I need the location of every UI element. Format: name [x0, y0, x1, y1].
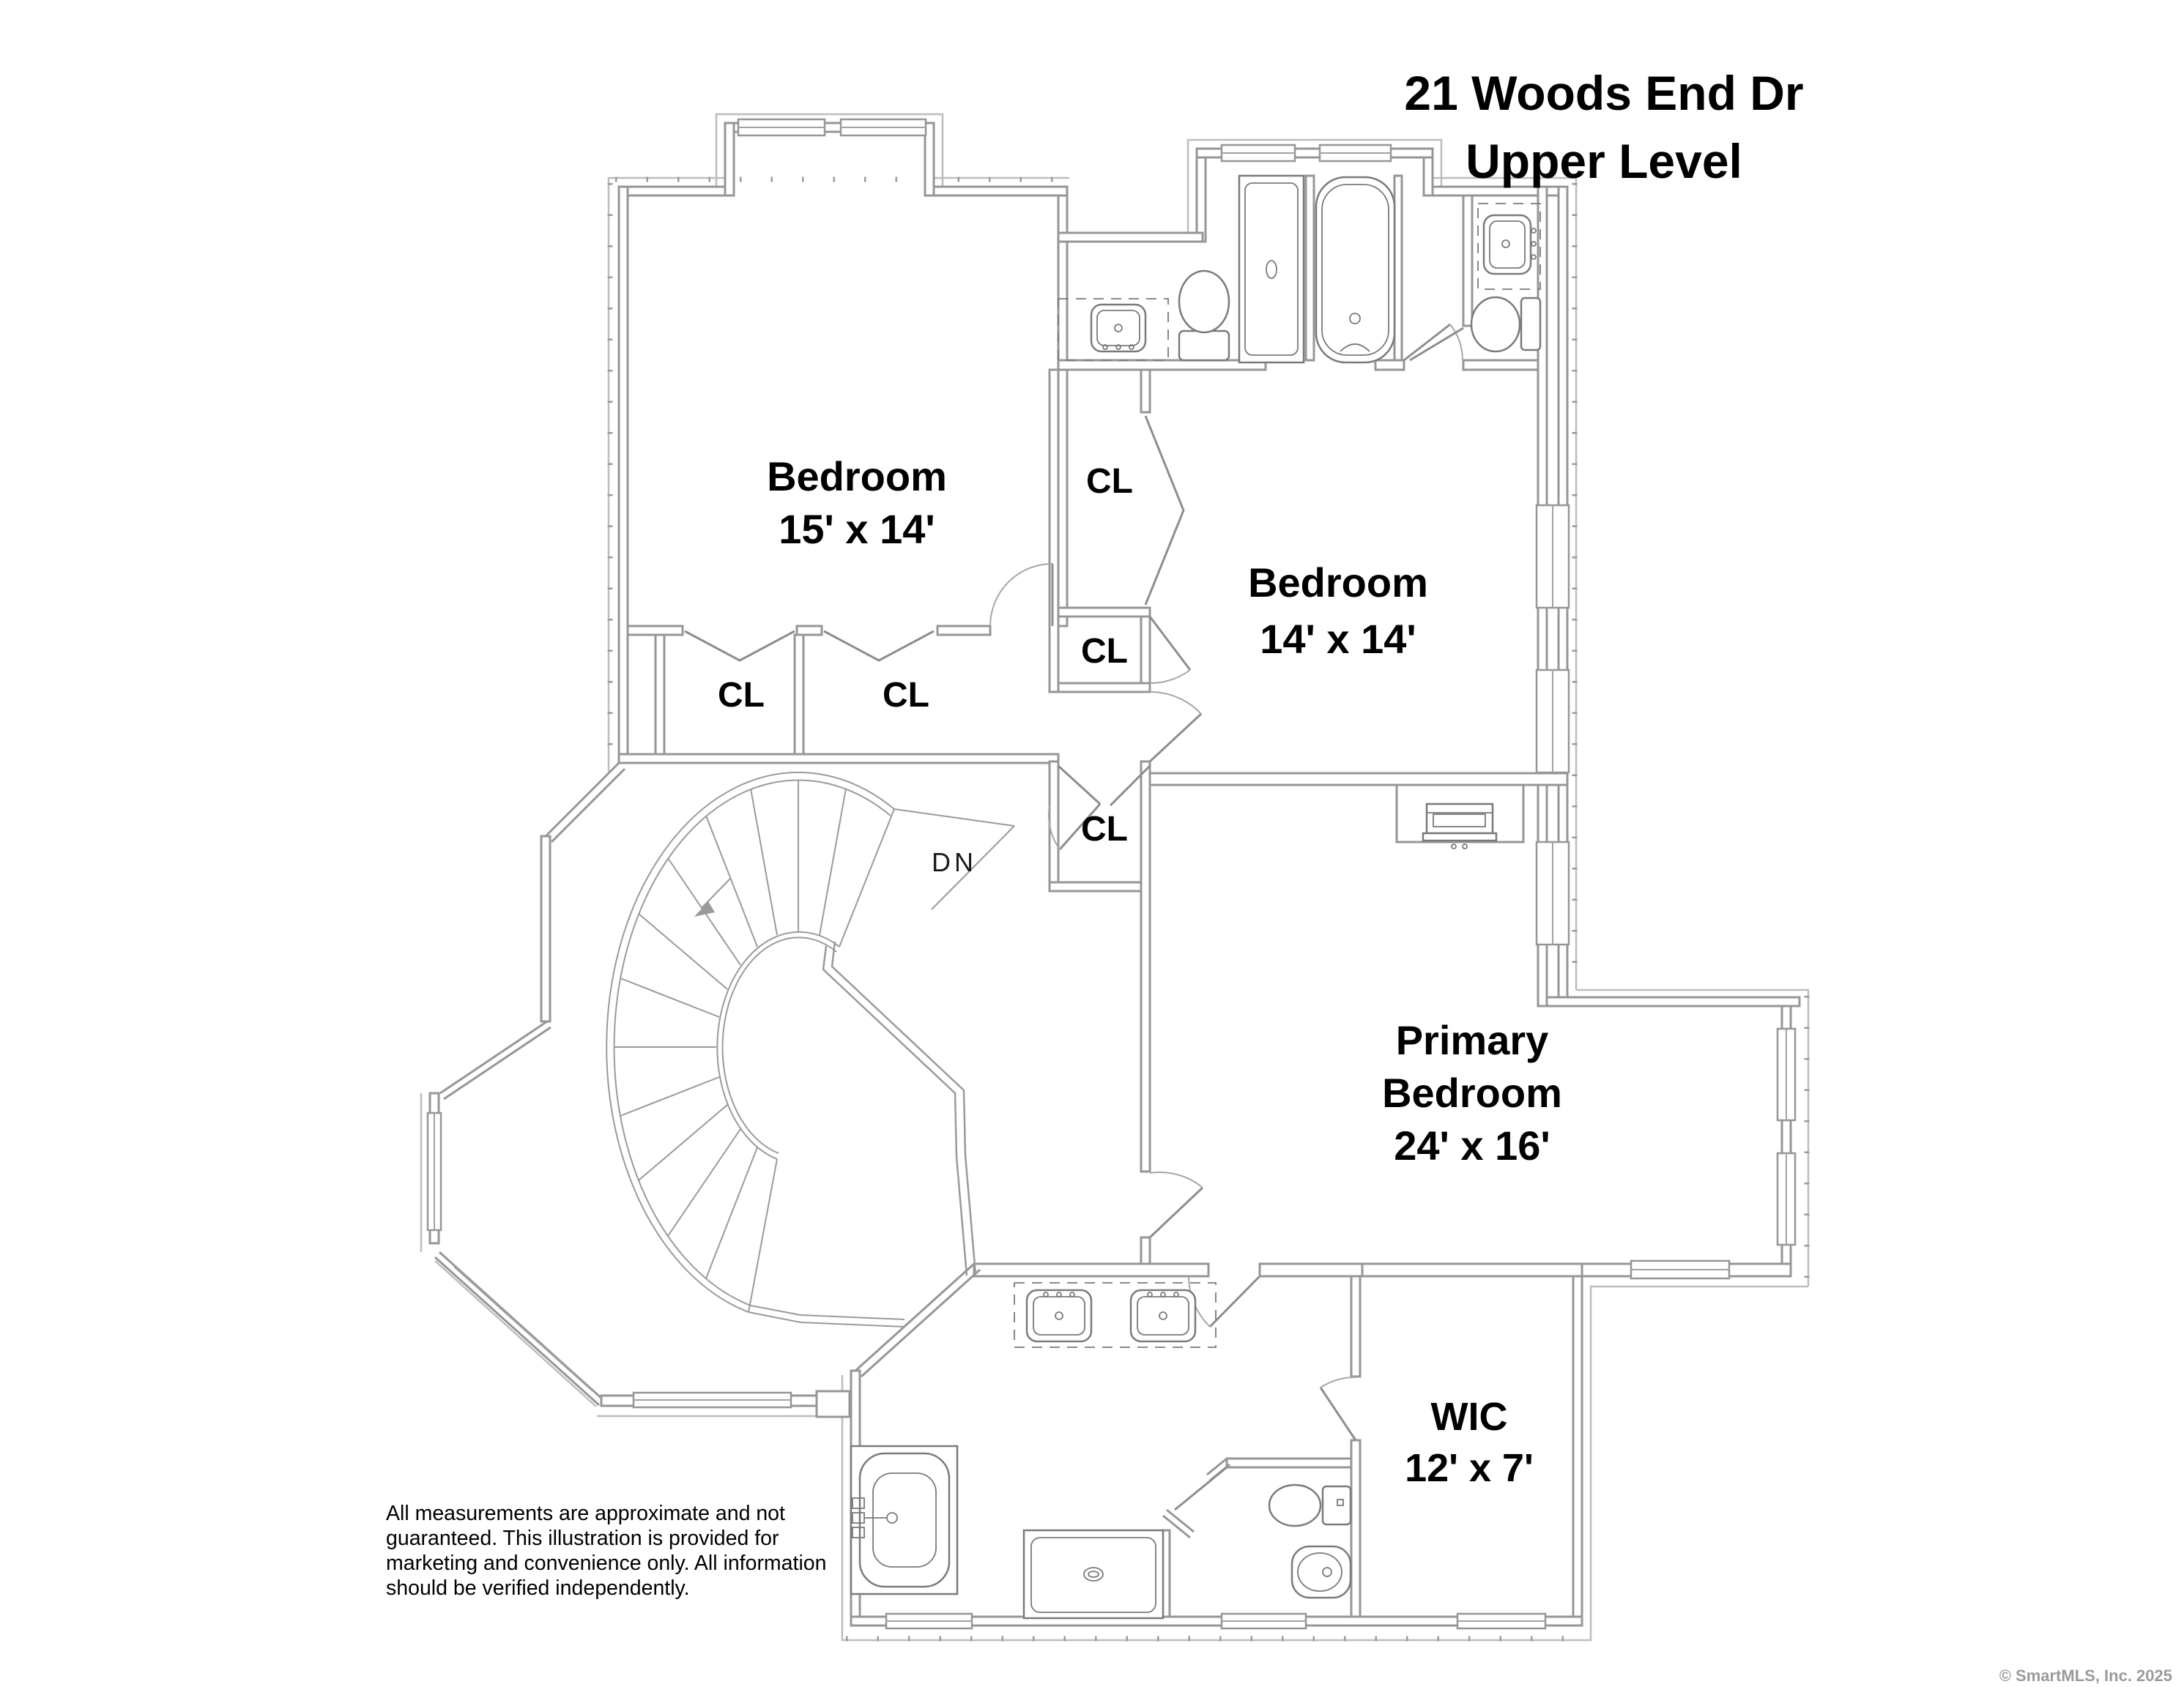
- hall-bath-door: [1404, 324, 1463, 360]
- bath2-door: [1410, 328, 1463, 360]
- primary-bedroom-label-line2: Bedroom: [1382, 1070, 1562, 1116]
- closet-label-mid-bot: CL: [1081, 810, 1128, 849]
- bay-window-top-right: [841, 119, 926, 135]
- bedroom1-dims: 15' x 14': [779, 506, 935, 552]
- bedroom2-east-window-1: [1537, 505, 1569, 608]
- primary-bath-door: [1189, 1276, 1260, 1327]
- bay-window-diagonal: [454, 1267, 592, 1390]
- bath-bump-window-right: [1320, 145, 1391, 161]
- closet-label-mid-top: CL: [1086, 462, 1133, 501]
- closet-bifold-mid-top: [1145, 416, 1184, 605]
- disclaimer-line4: should be verified independently.: [386, 1576, 690, 1600]
- primary-entry-door: [1150, 1172, 1203, 1237]
- bay-window-vertical: [428, 1113, 441, 1230]
- bedroom1-label: Bedroom: [767, 453, 947, 499]
- closet-bifold-left-b: [824, 631, 934, 660]
- double-vanity-primary-bath: [1014, 1283, 1216, 1347]
- bedroom2-label: Bedroom: [1248, 559, 1428, 606]
- stair-down-label: DN: [932, 847, 977, 877]
- bedroom2-east-window-2: [1537, 670, 1569, 772]
- toilet-bath2: [1471, 297, 1540, 351]
- soaking-tub-primary-bath: [851, 1446, 957, 1594]
- stair-direction-arrow: [694, 879, 730, 917]
- closet-door-mid-middle: [1150, 617, 1190, 683]
- closet-label-left-1: CL: [718, 676, 765, 715]
- vanity-bath2: [1478, 204, 1540, 289]
- watermark: © SmartMLS, Inc. 2025: [1999, 1666, 2172, 1685]
- wic-door: [1321, 1377, 1356, 1440]
- plan-title-line2: Upper Level: [1466, 134, 1742, 188]
- bedroom1-door: [990, 564, 1052, 626]
- plan-title-line1: 21 Woods End Dr: [1404, 66, 1804, 120]
- primary-south-window: [1631, 1261, 1729, 1278]
- shower-hall-bath: [1239, 176, 1304, 362]
- wic-label: WIC: [1430, 1395, 1508, 1439]
- toilet-hall-bath: [1179, 271, 1229, 360]
- primary-east-window-1: [1778, 1029, 1795, 1120]
- bidet-primary-bath: [1292, 1546, 1351, 1598]
- toilet-room-south-window: [1222, 1614, 1306, 1628]
- closet-bifold-left-a: [685, 631, 795, 660]
- bedroom2-entry-door: [1150, 692, 1201, 761]
- vanity-hall-bath: [1058, 299, 1168, 360]
- closet-label-mid-mid: CL: [1081, 632, 1128, 671]
- bathtub-hall-bath: [1316, 177, 1394, 362]
- fireplace-primary: [1397, 785, 1523, 849]
- closet-label-left-2: CL: [883, 676, 929, 715]
- wic-dims: 12' x 7': [1405, 1446, 1534, 1490]
- shower-primary-bath: [1024, 1530, 1163, 1618]
- bedroom2-dims: 14' x 14': [1260, 616, 1416, 662]
- bath-south-window: [886, 1614, 972, 1628]
- bay-window-top-left: [738, 119, 825, 135]
- bay-window-horizontal: [634, 1393, 791, 1407]
- primary-east-window-2: [1778, 1153, 1795, 1245]
- primary-bedroom-dims: 24' x 16': [1394, 1122, 1550, 1169]
- toilet-room-door: [1175, 1467, 1227, 1510]
- disclaimer-line1: All measurements are approximate and not: [386, 1502, 785, 1525]
- disclaimer-line2: guaranteed. This illustration is provided for: [386, 1527, 779, 1550]
- toilet-primary-bath: [1269, 1485, 1351, 1526]
- disclaimer-line3: marketing and convenience only. All information: [386, 1552, 827, 1575]
- wic-south-window: [1457, 1614, 1545, 1628]
- bath-bump-window-left: [1222, 145, 1295, 161]
- primary-bedroom-label-line1: Primary: [1395, 1017, 1549, 1063]
- primary-ne-window: [1537, 842, 1569, 945]
